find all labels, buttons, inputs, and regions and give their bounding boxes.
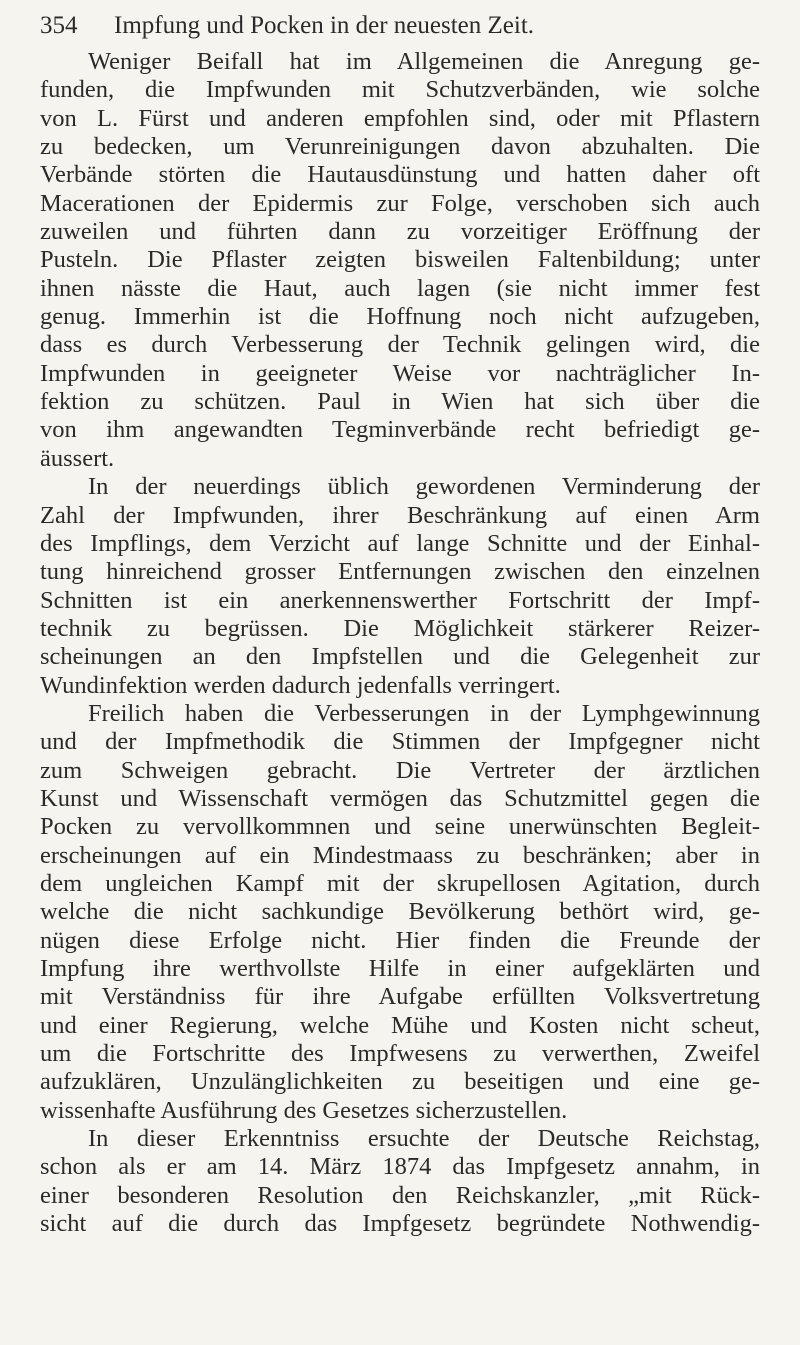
running-title: Impfung und Pocken in der neuesten Zeit.: [114, 12, 535, 39]
text-line: In der neuerdings üblich gewordenen Verminderung der: [88, 473, 760, 501]
page-header: [40, 6, 740, 46]
text-line: Weniger Beifall hat im Allgemeinen die Anregung ge-: [88, 48, 760, 75]
text-line: erscheinungen auf ein Mindestmaass zu beschränken; aber in: [40, 841, 760, 869]
text-line: Freilich haben die Verbesserungen in der Lymphgewinnung: [88, 699, 760, 727]
text-line: Impfwunden in geeigneter Weise vor nachträglicher In-: [40, 359, 760, 387]
text-line: technik zu begrüssen. Die Möglichkeit stärkerer Reizer-: [40, 614, 760, 642]
text-line: äussert.: [40, 444, 115, 472]
text-line: sicht auf die durch das Impfgesetz begründete Nothwendig-: [40, 1210, 760, 1238]
text-line: und der Impfmethodik die Stimmen der Impfgegner nicht: [40, 728, 760, 756]
text-line: dass es durch Verbesserung der Technik gelingen wird, die: [40, 331, 760, 359]
text-line: fektion zu schützen. Paul in Wien hat sich über die: [40, 388, 760, 416]
text-line: In dieser Erkenntniss ersuchte der Deutsche Reichstag,: [88, 1125, 760, 1153]
text-line: Verbände störten die Hautausdünstung und hatten daher oft: [40, 161, 760, 189]
text-line: zum Schweigen gebracht. Die Vertreter der ärztlichen: [40, 756, 760, 784]
text-line: dem ungleichen Kampf mit der skrupellosen Agitation, durch: [40, 869, 760, 897]
text-line: zu bedecken, um Verunreinigungen davon abzuhalten. Die: [40, 133, 760, 161]
text-line: tung hinreichend grosser Entfernungen zwischen den einzelnen: [40, 558, 760, 586]
text-line: um die Fortschritte des Impfwesens zu verwerthen, Zweifel: [40, 1040, 760, 1068]
text-line: Pusteln. Die Pflaster zeigten bisweilen Faltenbildung; unter: [40, 246, 760, 274]
text-line: funden, die Impfwunden mit Schutzverbänden, wie solche: [40, 76, 760, 104]
text-line: nügen diese Erfolge nicht. Hier finden die Freunde der: [40, 926, 760, 954]
text-line: zuweilen und führten dann zu vorzeitiger Eröffnung der: [40, 218, 760, 246]
text-line: des Impflings, dem Verzicht auf lange Schnitte und der Einhal-: [40, 529, 760, 557]
body-text: [40, 48, 760, 1238]
text-line: Zahl der Impfwunden, ihrer Beschränkung auf einen Arm: [40, 501, 760, 529]
text-line: wissenhafte Ausführung des Gesetzes sicherzustellen.: [40, 1096, 568, 1124]
text-line: scheinungen an den Impfstellen und die Gelegenheit zur: [40, 643, 760, 671]
text-line: Schnitten ist ein anerkennenswerther Fortschritt der Impf-: [40, 586, 760, 614]
text-line: einer besonderen Resolution den Reichskanzler, „mit Rück-: [40, 1181, 760, 1209]
text-line: mit Verständniss für ihre Aufgabe erfüllten Volksvertretung: [40, 983, 760, 1011]
text-line: Kunst und Wissenschaft vermögen das Schutzmittel gegen die: [40, 784, 760, 812]
text-line: genug. Immerhin ist die Hoffnung noch nicht aufzugeben,: [40, 303, 760, 331]
text-line: welche die nicht sachkundige Bevölkerung bethört wird, ge-: [40, 898, 760, 926]
text-line: aufzuklären, Unzulänglichkeiten zu beseitigen und eine ge-: [40, 1068, 760, 1096]
text-line: ihnen nässte die Haut, auch lagen (sie nicht immer fest: [40, 274, 760, 302]
text-line: Impfung ihre werthvollste Hilfe in einer aufgeklärten und: [40, 955, 760, 982]
text-line: Pocken zu vervollkommnen und seine unerwünschten Begleit-: [40, 813, 760, 841]
page-number: 354: [40, 12, 78, 39]
text-line: von L. Fürst und anderen empfohlen sind, oder mit Pflastern: [40, 104, 760, 132]
text-line: schon als er am 14. März 1874 das Impfgesetz annahm, in: [40, 1153, 760, 1181]
text-line: Macerationen der Epidermis zur Folge, verschoben sich auch: [40, 189, 760, 217]
text-line: Wundinfektion werden dadurch jedenfalls verringert.: [40, 671, 561, 699]
text-line: von ihm angewandten Tegminverbände recht befriedigt ge-: [40, 416, 760, 444]
text-line: und einer Regierung, welche Mühe und Kosten nicht scheut,: [40, 1011, 760, 1039]
